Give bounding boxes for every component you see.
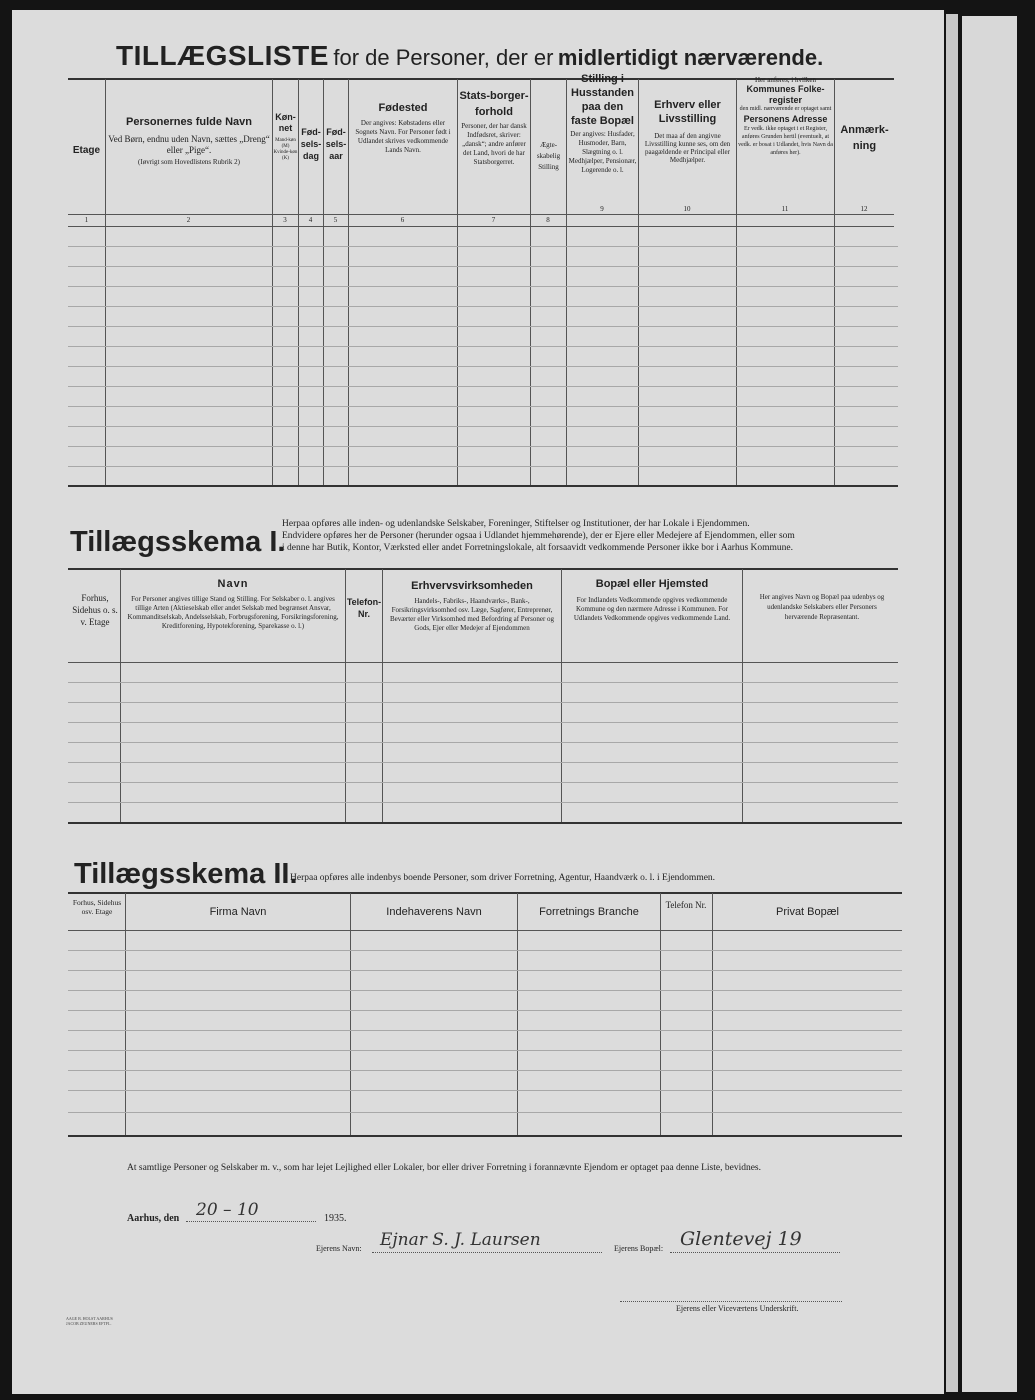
page-title [116,40,823,72]
s1-col-residence-title: Bopæl eller Hjemsted [595,578,709,590]
s1-col-business-sub: Handels-, Fabriks-, Haandværks-, Bank-, Forsikringsvirksomhed osv. Læge, Sagfører, Entreprenør, Beværter eller Virksomhed med Befordring af Personer og Gods, Ejer eller Medejer af Ejendommen [389,597,555,632]
col-number: 4 [308,216,313,224]
handwritten-date: 20 – 10 [196,1200,259,1220]
col-number: 10 [683,205,691,213]
schema1-line2: Endvidere opføres her de Personer (herunder ogsaa i Udlandet hjemmehørende), der er Ejere eller Medejere af Ejendommen, eller som [282,531,795,541]
s2-col-branch: Forretnings Branche [539,906,639,918]
col-birthplace-title: Fødested [378,102,428,114]
s2-col-firm: Firma Navn [209,906,267,918]
owner-name-label: Ejerens Navn: [316,1244,362,1253]
col-number: 3 [283,216,287,224]
schema1-description [282,518,898,554]
col-number: 1 [84,216,89,224]
col-name-note: (Iøvrigt som Hovedlistens Rubrik 2) [138,158,240,166]
s1-col-representative: Her angives Navn og Bopæl paa udenbys og udenlandske Selskabers eller Personers herværende Repræsentant. [759,593,885,621]
col-register-sub: Er vedk. ikke optaget i et Register, anføres Grunden hertil (eventuelt, at vedk. er bosat i Udlandet, hvis Navn da anføres her). [738,126,833,156]
schema1-line3: i denne har Butik, Kontor, Værksted eller andet Forretningslokale, alt forsaavidt vedkommende Personer ikke bor i Aarhus Kommune. [282,543,794,553]
col-register-bold2: Personens Adresse [743,114,828,124]
col-number: 12 [860,205,868,213]
s1-col-name-sub: For Personer angives tillige Stand og Stilling. For Selskaber o. l. angives tillige Arten (Aktieselskab eller andet Selskab med begrænset Ansvar, Kommanditselskab, Andelsselskab, Forbrugsforening, Forsikringsforening, Kreditforening, Hypotekforening, Sparekasse o. l.) [127,595,339,630]
col-birthyear: Fød-sels-aar [325,127,347,161]
s1-col-name-header [124,578,342,631]
schema1-title: Tillægsskema I. [70,526,286,558]
year-label: 1935. [324,1213,347,1224]
title-bold-end: midlertidigt nærværende. [557,45,824,70]
col-birthplace-sub: Der angives: Købstadens eller Sognets Navn. For Personer født i Udlandet skrives vedkommende Lands Navn. [355,119,451,154]
col-gender-header [273,112,298,162]
schema2-title: Tillægsskema II. [74,858,298,890]
col-household-header [568,72,637,175]
next-page-edge [962,16,1017,1392]
col-marital: Ægte-skabelig Stilling [536,141,561,171]
col-register-bold: Kommunes Folke-register [746,84,825,105]
col-register-top: Her anføres, i hvilken [754,76,817,84]
col-name-header [108,116,270,166]
s1-col-business-title: Erhvervsvirksomheden [411,580,533,592]
s1-col-floor: Forhus, Sidehus o. s. v. Etage [72,593,118,627]
col-number: 6 [400,216,405,224]
col-name-title: Personernes fulde Navn [126,116,252,128]
title-middle: for de Personer, der er [333,45,554,70]
s1-col-business-header [386,580,558,633]
schema1-line1: Herpaa opføres alle inden- og udenlandske Selskaber, Foreninger, Stiftelser og Institutioner, der har Lokale i Ejendommen. [282,519,750,529]
col-household-title: Stilling i Husstanden paa den faste Bopæl [571,73,634,127]
col-number: 5 [333,216,338,224]
col-number: 2 [186,216,191,224]
schema2-description: Herpaa opføres alle indenbys boende Personer, som driver Forretning, Agentur, Haandværk o. l. i Ejendommen. [290,873,716,883]
col-gender-sub: Mand-køn (M) Kvinde-køn (K) [273,138,298,161]
printer-mark: AAGE B. HOLST AARHUS JACOB ZEUNERS EFTFL. [66,1316,113,1326]
page-edge [946,14,958,1392]
col-citizenship-sub: Personer, der har dansk Indfødsret, skriver: „dansk“; andre anfører det Land, hvori de har Statsborgerret. [461,122,527,166]
col-household-sub: Der angives: Husfader, Husmoder, Barn, Slægtning o. l. Medhjælper, Pensionær, Logerende o. l. [568,130,637,174]
col-etage: Etage [72,145,101,156]
s2-col-phone: Telefon Nr. [665,900,707,910]
place-label: Aarhus, den [127,1213,180,1224]
s1-col-name-title: Navn [217,578,249,590]
col-birthplace-header [352,102,454,155]
s1-col-phone: Telefon-Nr. [346,597,382,619]
signature-label: Ejerens eller Viceværtens Underskrift. [676,1304,799,1313]
col-birthday: Fød-sels-dag [300,127,322,161]
col-register-mid: den midl. nærværende er optaget samt [739,106,832,112]
owner-address-label: Ejerens Bopæl: [614,1244,664,1253]
s1-col-residence-sub: For Indlandets Vedkommende opgives vedkommende Kommune og den nærmere Adresse i Kommunen. For Udlandets Vedkommende opgives vedkommende Land. [573,596,731,622]
col-number: 8 [546,216,550,224]
col-number: 7 [491,216,496,224]
col-name-sub: Ved Børn, endnu uden Navn, sættes „Dreng“ eller „Pige“. [108,134,270,155]
owner-name-signature: Ejnar S. J. Laursen [380,1230,541,1250]
s2-col-private: Privat Bopæl [776,906,839,918]
col-citizenship-header [459,88,529,167]
col-occupation-sub: Det maa af den angivne Livsstilling kunne ses, om den paagældende er Principal eller Medhjælper. [644,132,731,164]
s2-col-floor: Forhus, Sidehus osv. Etage [72,898,122,916]
owner-address-handwritten: Glentevej 19 [680,1228,802,1250]
s1-col-residence-header [565,578,739,623]
col-occupation-title: Erhverv eller Livsstilling [654,99,721,125]
declaration-text: At samtlige Personer og Selskaber m. v., som har lejet Lejlighed eller Lokaler, bor eller driver Forretning i forannævnte Ejendom er optaget paa denne Liste, bevidnes. [127,1163,761,1173]
title-main: TILLÆGSLISTE [116,40,329,71]
col-number: 11 [781,205,789,213]
col-occupation-header [640,98,735,164]
col-citizenship-title: Stats-borger-forhold [459,90,529,118]
col-remarks: Anmærk-ning [840,124,889,152]
col-gender-title: Køn-net [275,112,296,133]
col-register-header [738,76,833,157]
s2-col-owner: Indehaverens Navn [386,906,482,918]
col-number: 9 [600,205,604,213]
